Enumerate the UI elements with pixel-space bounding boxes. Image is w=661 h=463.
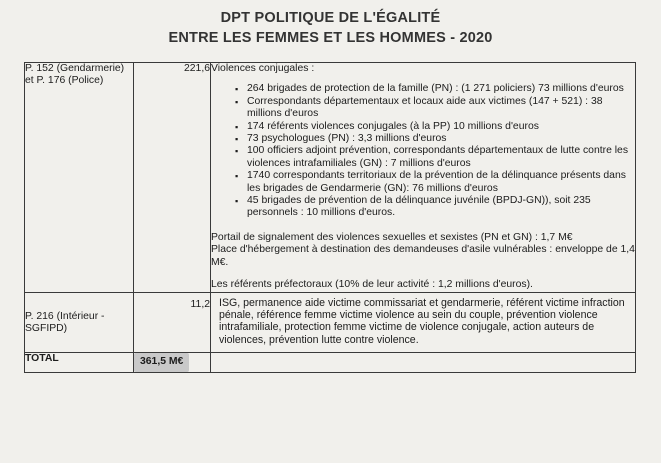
program-cell: P. 152 (Gendarmerie) et P. 176 (Police) (25, 63, 134, 293)
total-row (25, 353, 636, 372)
total-value: 361,5 M€ (134, 353, 189, 371)
empty-cell (211, 353, 636, 372)
list-item: ▪ 73 psychologues (PN) : 3,3 millions d'euros (247, 133, 635, 145)
measure-list (211, 83, 635, 219)
description-intro: Violences conjugales : (211, 63, 315, 74)
list-item: ▪ 100 officiers adjoint prévention, correspondants départementaux de lutte contre les violences intrafamiliales (GN) : 7 millions d'euros (247, 145, 635, 170)
list-item: ▪ Correspondants départementaux et locaux aide aux victimes (147 + 521) : 38 millions d'euros (247, 96, 635, 121)
description-cell: ISG, permanence aide victime commissariat et gendarmerie, référent victime infraction pénale, référence femme victime violence au sein du couple, prévention violence intrafamiliale, protection femme victime de violence conjugale, action auteurs de violences, prévention lutte contre violence. (211, 292, 636, 353)
description-cell (211, 63, 636, 293)
total-value-cell (134, 353, 211, 372)
table-row (25, 63, 636, 293)
prefectoral-paragraph: Les référents préfectoraux (10% de leur activité : 1,2 millions d'euros). (211, 279, 533, 291)
list-item: ▪ 1740 correspondants territoriaux de la prévention de la délinquance présents dans les brigades de Gendarmerie (GN): 76 millions d'euros (247, 170, 635, 195)
table-row (25, 292, 636, 353)
portal-paragraph: Portail de signalement des violences sexuelles et sexistes (PN et GN) : 1,7 M€ (211, 231, 573, 243)
amount-cell: 221,6 (134, 63, 211, 293)
list-item: ▪ 174 référents violences conjugales (à la PP) 10 millions d'euros (247, 121, 635, 133)
document-title-line-1: DPT POLITIQUE DE L'ÉGALITÉ (220, 10, 441, 26)
budget-table (24, 62, 636, 373)
program-cell: P. 216 (Intérieur - SGFIPD) (25, 292, 134, 353)
total-label: TOTAL (25, 353, 134, 372)
list-item: ▪ 264 brigades de protection de la famille (PN) : (1 271 policiers) 73 millions d'euros (247, 83, 635, 95)
housing-paragraph: Place d'hébergement à destination des demandeuses d'asile vulnérables : enveloppe de 1,4 M€. (211, 244, 635, 268)
document-title-line-2: ENTRE LES FEMMES ET LES HOMMES - 2020 (168, 30, 493, 46)
amount-cell: 11,2 (134, 292, 211, 353)
list-item: ▪ 45 brigades de prévention de la délinquance juvénile (BPDJ-GN)), soit 235 personnels : 10 millions d'euros. (247, 195, 635, 220)
